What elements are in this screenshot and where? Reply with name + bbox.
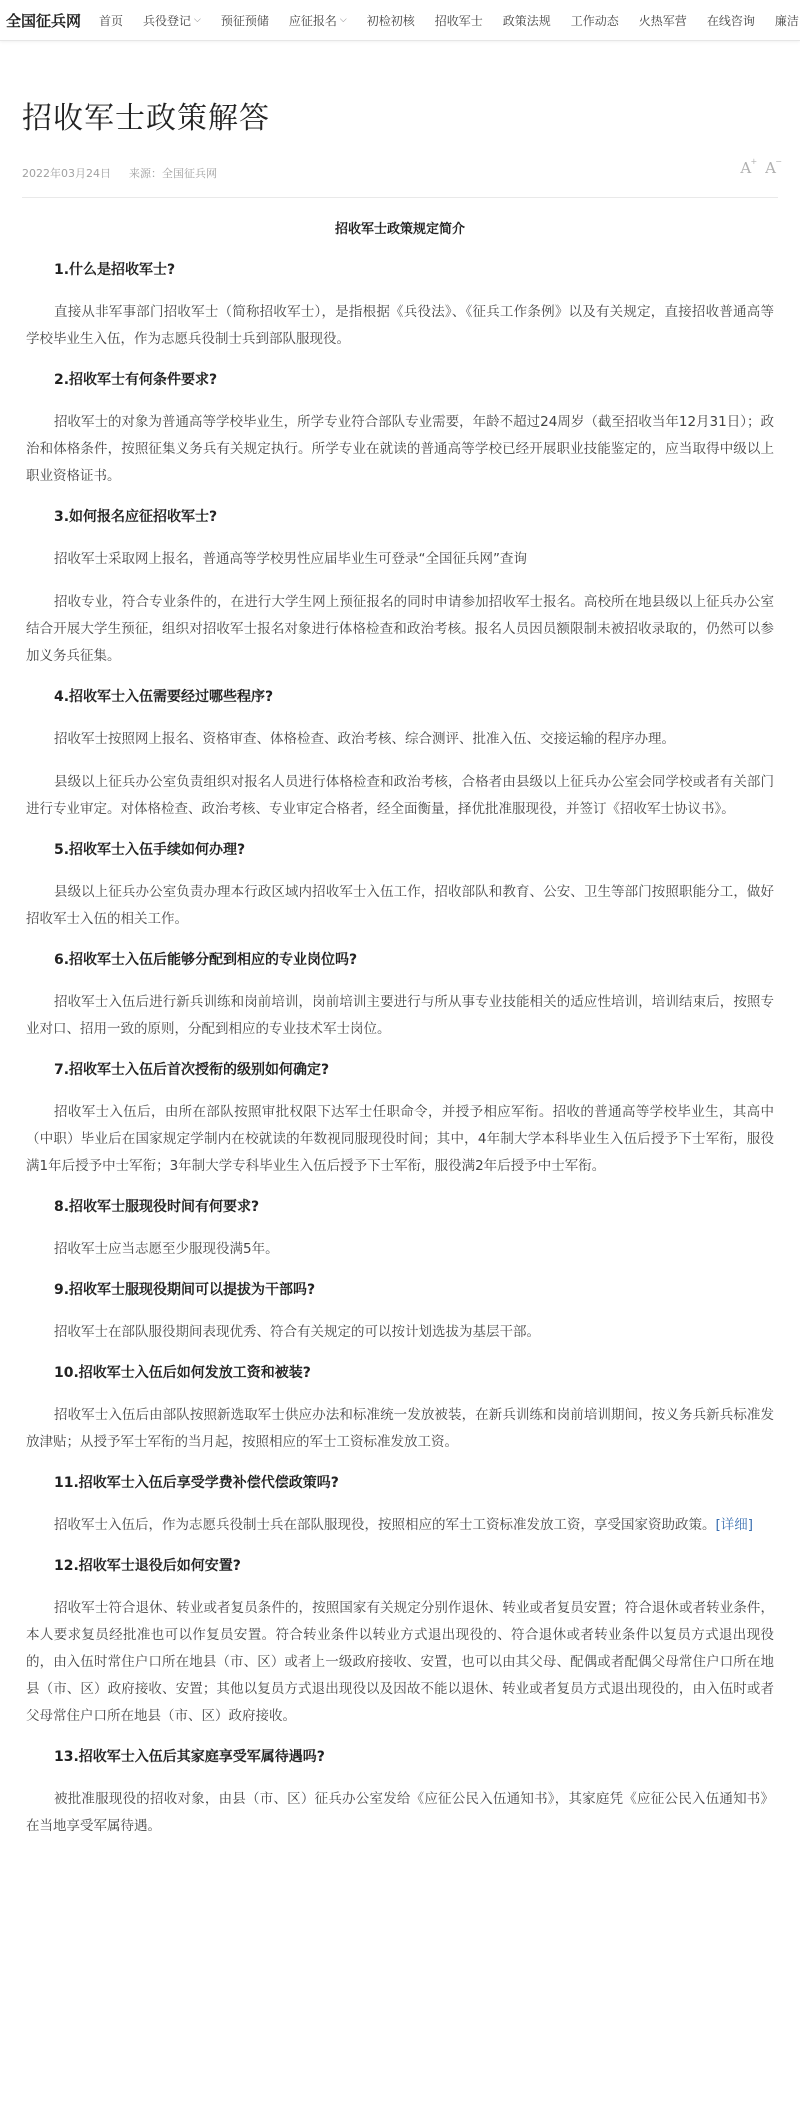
question-heading: 12.招收军士退役后如何安置?: [54, 1558, 241, 1574]
question-heading: 7.招收军士入伍后首次授衔的级别如何确定?: [54, 1062, 330, 1078]
site-logo[interactable]: 全国征兵网: [6, 11, 82, 30]
answer-text: 招收军士应当志愿至少服现役满5年。: [54, 1241, 279, 1257]
nav-item-label: 在线咨询: [706, 13, 755, 28]
answer-text: 招收军士入伍后进行新兵训练和岗前培训，岗前培训主要进行与所从事专业技能相关的适应性培训，培训结束后，按照专业对口、招用一致的原则，分配到相应的专业技术军士岗位。: [26, 994, 774, 1037]
font-increase-icon: A: [740, 159, 752, 177]
top-nav: [0, 0, 800, 41]
answer-text: 招收军士入伍后，由所在部队按照审批权限下达军士任职命令，并授予相应军衔。招收的普通高等学校毕业生，其高中（中职）毕业后在国家规定学制内在校就读的年数视同服现役时间；其中，4年制大学本科毕业生入伍后授予下士军衔，服役满1年后授予中士军衔；3年制大学专科毕业生入伍后授予下士军衔，服役满2年后授予中士军衔。: [26, 1104, 774, 1174]
nav-item-label: 招收军士: [434, 13, 483, 28]
question-heading: 2.招收军士有何条件要求?: [54, 372, 218, 388]
answer-text: 招收军士入伍后由部队按照新选取军士供应办法和标准统一发放被装，在新兵训练和岗前培训期间，按义务兵新兵标准发放津贴；从授予军士军衔的当月起，按照相应的军士工资标准发放工资。: [26, 1407, 774, 1450]
chevron-down-icon: ⌵: [339, 15, 347, 25]
answer-paragraph: [26, 1236, 774, 1263]
nav-item[interactable]: [639, 12, 687, 29]
nav-item-label: 预征预储: [220, 13, 269, 28]
article-body: [22, 198, 778, 1840]
question-heading: 11.招收军士入伍后享受学费补偿代偿政策吗?: [54, 1475, 339, 1491]
font-size-controls: [726, 157, 782, 177]
nav-item[interactable]: [571, 12, 619, 29]
answer-text: 招收军士采取网上报名，普通高等学校男性应届毕业生可登录“全国征兵网”查询: [54, 551, 527, 567]
nav-item-label: 廉洁: [774, 13, 799, 28]
answer-paragraph: [26, 1099, 774, 1180]
answer-paragraph: [26, 989, 774, 1043]
publish-date: 2022年03月24日: [22, 167, 111, 180]
nav-item-label: 初检初核: [366, 13, 415, 28]
nav-item[interactable]: [707, 12, 755, 29]
question-heading: 5.招收军士入伍手续如何办理?: [54, 842, 246, 858]
question-heading: 3.如何报名应征招收军士?: [54, 509, 218, 525]
nav-item[interactable]: [367, 12, 415, 29]
page-title: 招收军士政策解答: [22, 101, 270, 136]
font-decrease-button[interactable]: A −: [765, 157, 782, 177]
question-heading: 6.招收军士入伍后能够分配到相应的专业岗位吗?: [54, 952, 358, 968]
answer-paragraph: [26, 546, 774, 573]
nav-item[interactable]: [289, 12, 347, 29]
answer-paragraph: [26, 1786, 774, 1840]
nav-menu: [99, 12, 800, 29]
answer-text: 招收军士入伍后，作为志愿兵役制士兵在部队服现役，按照相应的军士工资标准发放工资，享受国家资助政策。: [54, 1517, 716, 1533]
nav-item-label: 应征报名: [288, 13, 337, 28]
answer-paragraph: [26, 299, 774, 353]
answer-paragraph: [26, 726, 774, 753]
answer-text: 县级以上征兵办公室负责办理本行政区域内招收军士入伍工作，招收部队和教育、公安、卫生等部门按照职能分工，做好招收军士入伍的相关工作。: [26, 884, 774, 927]
nav-item[interactable]: [435, 12, 483, 29]
question-heading: 13.招收军士入伍后其家庭享受军属待遇吗?: [54, 1749, 325, 1765]
answer-text: 招收军士符合退休、转业或者复员条件的，按照国家有关规定分别作退休、转业或者复员安置；符合退休或者转业条件，本人要求复员经批准也可以作复员安置。符合转业条件以转业方式退出现役的、符合退休或者转业条件以复员方式退出现役的，由入伍时常住户口所在地县（市、区）或者上一级政府接收、安置，也可以由其父母、配偶或者配偶父母常住户口所在地县（市、区）政府接收、安置；其他以复员方式退出现役以及因故不能以退休、转业或者复员方式退出现役的，由入伍时或者父母常住户口所在地县（市、区）政府接收。: [26, 1600, 774, 1724]
answer-text: 县级以上征兵办公室负责组织对报名人员进行体格检查和政治考核，合格者由县级以上征兵办公室会同学校或者有关部门进行专业审定。对体格检查、政治考核、专业审定合格者，经全面衡量，择优批准服现役，并签订《招收军士协议书》。: [26, 774, 774, 817]
question-heading: 10.招收军士入伍后如何发放工资和被装?: [54, 1365, 311, 1381]
font-increase-button[interactable]: A +: [740, 157, 758, 177]
answer-text: 招收军士按照网上报名、资格审查、体格检查、政治考核、综合测评、批准入伍、交接运输的程序办理。: [54, 731, 675, 747]
nav-item-label: 工作动态: [570, 13, 619, 28]
nav-item-label: 兵役登记: [143, 13, 192, 28]
answer-text: 招收专业，符合专业条件的，在进行大学生网上预征报名的同时申请参加招收军士报名。高校所在地县级以上征兵办公室结合开展大学生预征，组织对招收军士报名对象进行体格检查和政治考核。报名人员因员额限制未被招收录取的，仍然可以参加义务兵征集。: [26, 594, 774, 664]
intro-title: 招收军士政策规定简介: [334, 222, 465, 237]
answer-text: 被批准服现役的招收对象，由县（市、区）征兵办公室发给《应征公民入伍通知书》，其家庭凭《应征公民入伍通知书》在当地享受军属待遇。: [26, 1791, 774, 1834]
question-heading: 4.招收军士入伍需要经过哪些程序?: [54, 689, 274, 705]
answer-paragraph: [26, 769, 774, 823]
answer-paragraph: [26, 1402, 774, 1456]
nav-item-label: 火热军营: [638, 13, 687, 28]
answer-paragraph: [26, 1512, 774, 1539]
detail-link[interactable]: [详细]: [715, 1517, 754, 1533]
chevron-down-icon: ⌵: [194, 15, 201, 25]
nav-item[interactable]: [775, 12, 799, 29]
answer-paragraph: [26, 589, 774, 670]
nav-item[interactable]: [503, 12, 551, 29]
article-meta: [22, 157, 782, 198]
question-heading: 1.什么是招收军士?: [54, 262, 176, 278]
answer-paragraph: [26, 879, 774, 933]
article-source: 来源：全国征兵网: [129, 167, 217, 180]
answer-paragraph: [26, 409, 774, 490]
answer-text: 招收军士在部队服役期间表现优秀、符合有关规定的可以按计划选拔为基层干部。: [54, 1324, 540, 1340]
nav-item[interactable]: [221, 12, 269, 29]
question-heading: 9.招收军士服现役期间可以提拔为干部吗?: [54, 1282, 316, 1298]
font-decrease-icon: A: [765, 159, 776, 177]
article-page: [0, 93, 800, 1840]
answer-text: 招收军士的对象为普通高等学校毕业生，所学专业符合部队专业需要，年龄不超过24周岁（截至招收当年12月31日）；政治和体格条件，按照征集义务兵有关规定执行。所学专业在就读的普通高等学校已经开展职业技能鉴定的，应当取得中级以上职业资格证书。: [26, 414, 774, 484]
nav-item[interactable]: [99, 12, 123, 29]
nav-item-label: 政策法规: [502, 13, 551, 28]
nav-item[interactable]: [143, 12, 201, 29]
answer-paragraph: [26, 1319, 774, 1346]
answer-text: 直接从非军事部门招收军士（简称招收军士），是指根据《兵役法》、《征兵工作条例》以及有关规定，直接招收普通高等学校毕业生入伍，作为志愿兵役制士兵到部队服现役。: [26, 304, 774, 347]
answer-paragraph: [26, 1595, 774, 1730]
nav-item-label: 首页: [99, 13, 124, 28]
question-heading: 8.招收军士服现役时间有何要求?: [54, 1199, 260, 1215]
